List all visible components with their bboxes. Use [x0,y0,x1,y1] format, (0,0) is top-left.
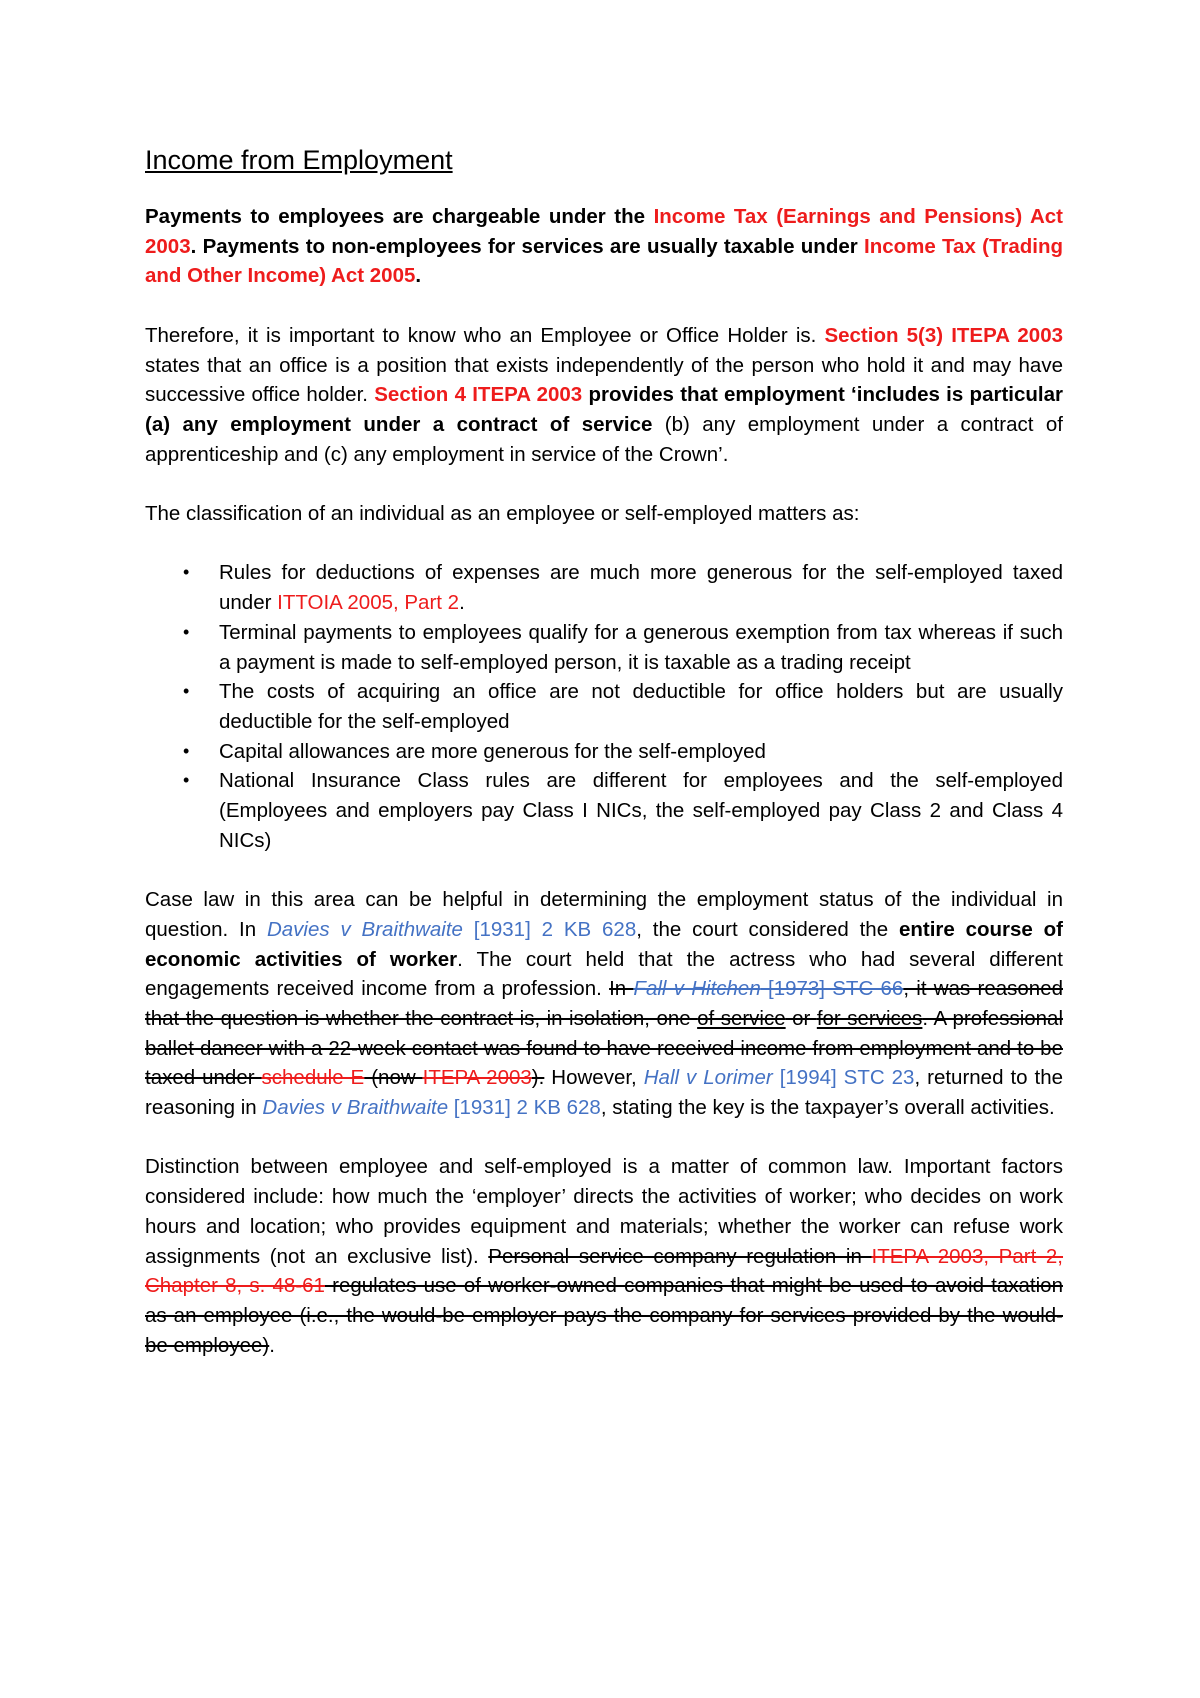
case-name: Davies v Braithwaite [262,1096,449,1120]
paragraph-case-law [145,885,1063,1123]
list-item [145,558,1063,617]
list-item [145,766,1063,855]
statute-reference: ITTOIA 2005, Part 2 [277,591,460,615]
list-item [145,737,1063,767]
text: Payments to employees are chargeable under the [145,205,654,228]
bold-text: provides that employment ‘includes is particular (a) any employment under a contract of service [145,383,1063,436]
case-name: Fall v Hitchen [633,977,761,1001]
bullet-icon: • [183,621,190,642]
bullet-icon: • [183,740,190,761]
paragraph-legislation [145,202,1063,291]
struck-statute-reference: schedule E [261,1066,365,1090]
paragraph-classification: The classification of an individual as an employee or self-employed matters as: [145,502,860,525]
statute-reference: Section 4 ITEPA 2003 [374,383,583,407]
case-citation: [1931] 2 KB 628 [462,917,637,941]
case-name: Hall v Lorimer [643,1066,773,1090]
statute-reference: Section 5(3) ITEPA 2003 [824,323,1064,347]
text: , returned to the reasoning in [145,1066,1064,1120]
statute-reference: Income Tax (Earnings and Pensions) Act 2003 [145,205,1063,258]
list-item [145,677,1063,736]
bullet-icon: • [183,681,190,702]
paragraph-office-holder [145,321,1063,470]
text: Terminal payments to employees qualify for a generous exemption from tax whereas if such a payment is made to self-employed person, it is taxable as a trading receipt [219,620,1063,674]
case-citation: [1973] STC 66 [760,977,904,1001]
struck-statute-reference: ITEPA 2003, Part 2, Chapter 8, s. 48-61 [145,1244,1064,1298]
text: Distinction between employee and self-employed is a matter of common law. Important factors considered include: how much the ‘employer’ directs the activities of worker; who decides on work hours and location; who provides equipment and materials; whether the worker can refuse work assignments (not an exclusive list). [145,1155,1063,1268]
text: . [415,264,422,288]
struck-text: or [785,1006,817,1030]
text: (b) any employment under a contract of apprenticeship and (c) any employment in service of the Crown’. [145,412,1063,466]
text: Capital allowances are more generous for the self-employed [219,739,766,763]
text: Therefore, it is important to know who an Employee or Office Holder is. [145,323,825,347]
case-name: Davies v Braithwaite [266,917,463,941]
text: , the court considered the [636,917,899,941]
text: Rules for deductions of expenses are much more generous for the self-employed taxed under [219,561,1063,615]
text: . [269,1333,275,1357]
text: states that an office is a position that exists independently of the person who hold it and may have successive office holder. [145,353,1063,407]
text: National Insurance Class rules are different for employees and the self-employed (Employees and employers pay Class I NICs, the self-employed pay Class 2 and Class 4 NICs) [219,769,1063,852]
text: . [459,591,465,615]
page-title: Income from Employment [145,145,453,175]
struck-text: for services [816,1006,923,1030]
list-item [145,618,1063,677]
text: . Payments to non-employees for services are usually taxable under [190,234,865,258]
bullet-list [145,558,1063,855]
text: Case law in this area can be helpful in determining the employment status of the individual in question. In [145,888,1063,941]
struck-text: Personal service company regulation in [488,1244,872,1268]
struck-text: In [609,977,634,1001]
struck-text: of service [697,1006,786,1030]
struck-text: regulates use of worker-owned companies that might be used to avoid taxation as an employee (i.e., the would-be employer pays the company for services provided by the would-be employee) [145,1274,1063,1357]
struck-text: ). [531,1066,545,1090]
statute-reference: Income Tax (Trading and Other Income) Act 2005 [145,234,1063,288]
bullet-icon: • [183,562,190,583]
struck-text: (now [364,1066,423,1090]
case-citation: [1994] STC 23 [772,1066,915,1090]
text: . The court held that the actress who had several different engagements received income from a profession. [145,947,1063,1001]
paragraph-distinction [145,1152,1063,1360]
bold-text: entire course of economic activities of worker [145,917,1063,971]
document-page [145,145,1063,1390]
struck-statute-reference: ITEPA 2003 [422,1066,532,1090]
case-citation: [1931] 2 KB 628 [448,1096,601,1120]
text: However, [544,1066,644,1090]
text: The costs of acquiring an office are not deductible for office holders but are usually deductible for the self-employed [219,680,1063,733]
struck-text: , it was reasoned that the question is whether the contract is, in isolation, one [145,977,1063,1030]
text: , stating the key is the taxpayer’s overall activities. [600,1096,1055,1120]
struck-text: . A professional ballet dancer with a 22-week contact was found to have received income from employment and to be taxed under [145,1006,1064,1090]
bullet-icon: • [183,770,190,791]
